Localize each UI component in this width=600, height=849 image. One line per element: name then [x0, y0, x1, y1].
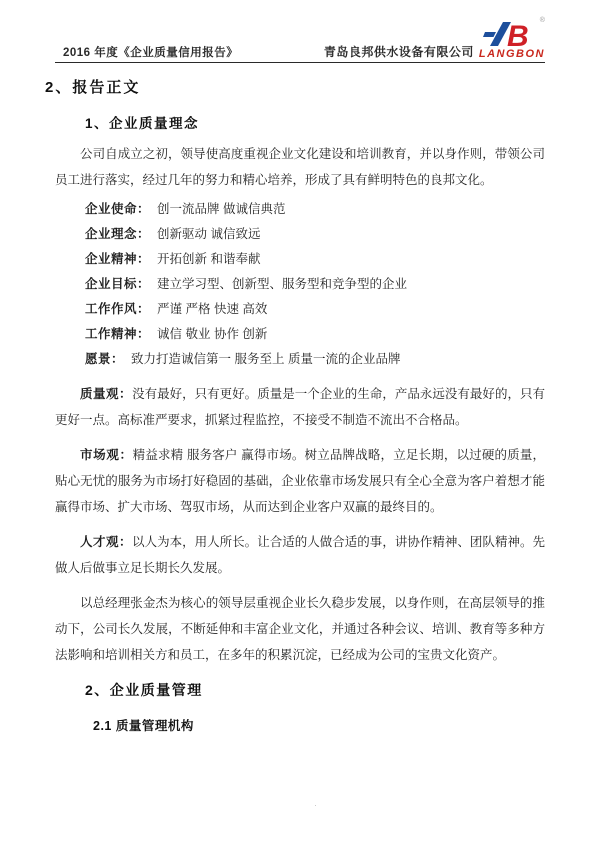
- culture-item-label: 企业理念：: [85, 227, 151, 241]
- langbon-wordmark: LANGBON: [478, 48, 545, 60]
- culture-item-philosophy: [55, 222, 545, 247]
- quality-view-text: 没有最好，只有更好。质量是一个企业的生命，产品永远没有最好的，只有更好一点。高标准严要求，抓紧过程监控，不接受不制造不流出不合格品。: [55, 387, 545, 427]
- culture-item-value: 创一流品牌 做诚信典范: [157, 202, 286, 216]
- talent-view-text: 以人为本，用人所长。让合适的人做合适的事，讲协作精神、团队精神。先做人后做事立足长期长久发展。: [55, 535, 545, 575]
- culture-item-value: 创新驱动 诚信致远: [157, 227, 261, 241]
- section-2-1-heading: 2.1 质量管理机构: [93, 719, 194, 733]
- report-title: 2016 年度《企业质量信用报告》: [63, 47, 239, 59]
- section-2-heading: 2、企业质量管理: [85, 682, 203, 698]
- market-view-label: 市场观：: [80, 448, 133, 462]
- closing-paragraph: 以总经理张金杰为核心的领导层重视企业长久稳步发展，以身作则，在高层领导的推动下，公司长久发展，不断延伸和丰富企业文化，并通过各种会议、培训、教育等多种方法影响和培训相关方和员工，在多年的积累沉淀，已经成为公司的宝贵文化资产。: [55, 596, 545, 662]
- company-name: 青岛良邦供水设备有限公司: [323, 45, 474, 59]
- talent-view-label: 人才观：: [80, 535, 133, 549]
- market-view-paragraph: [55, 442, 545, 520]
- culture-item-value: 致力打造诚信第一 服务至上 质量一流的企业品牌: [131, 352, 401, 366]
- culture-item-vision: [55, 347, 545, 372]
- main-heading: 2、报告正文: [45, 79, 141, 96]
- culture-item-goal: [55, 272, 545, 297]
- culture-item-value: 严谨 严格 快速 高效: [157, 302, 268, 316]
- svg-text:B: B: [506, 20, 529, 48]
- culture-item-value: 诚信 敬业 协作 创新: [157, 327, 268, 341]
- header-row: [55, 17, 545, 60]
- market-view-text: 精益求精 服务客户 赢得市场。树立品牌战略，立足长期，以过硬的质量，贴心无忧的服务为市场打好稳固的基础，企业依靠市场发展只有全心全意为客户着想才能赢得市场、扩大市场、驾驭市场，从而达到企业客户双赢的最终目的。: [55, 448, 545, 514]
- culture-item-workspirit: [55, 322, 545, 347]
- culture-item-label: 企业精神：: [85, 252, 151, 266]
- culture-item-label: 工作精神：: [85, 327, 151, 341]
- brand-block: [478, 17, 545, 60]
- culture-list: [55, 197, 545, 372]
- header-right: [323, 17, 545, 60]
- culture-item-label: 企业使命：: [85, 202, 151, 216]
- culture-item-label: 工作作风：: [85, 302, 151, 316]
- talent-view-paragraph: [55, 529, 545, 581]
- intro-paragraph: 公司自成立之初，领导使高度重视企业文化建设和培训教育，并以身作则，带领公司员工进行落实，经过几年的努力和精心培养，形成了具有鲜明特色的良邦文化。: [55, 147, 545, 187]
- page-header: [55, 0, 545, 63]
- quality-view-label: 质量观：: [80, 387, 133, 401]
- culture-item-value: 建立学习型、创新型、服务型和竞争型的企业: [157, 277, 408, 291]
- langbon-logo-icon: [483, 17, 545, 48]
- quality-view-paragraph: [55, 381, 545, 433]
- footer-mark: ·: [314, 800, 317, 810]
- report-body: [45, 62, 545, 734]
- section-1-heading: 1、企业质量理念: [85, 116, 200, 131]
- culture-item-mission: [55, 197, 545, 222]
- culture-item-spirit: [55, 247, 545, 272]
- culture-item-label: 愿景：: [85, 352, 125, 366]
- culture-item-workstyle: [55, 297, 545, 322]
- culture-item-value: 开拓创新 和谐奉献: [157, 252, 261, 266]
- culture-item-label: 企业目标：: [85, 277, 151, 291]
- registered-trademark-icon: ®: [539, 17, 545, 24]
